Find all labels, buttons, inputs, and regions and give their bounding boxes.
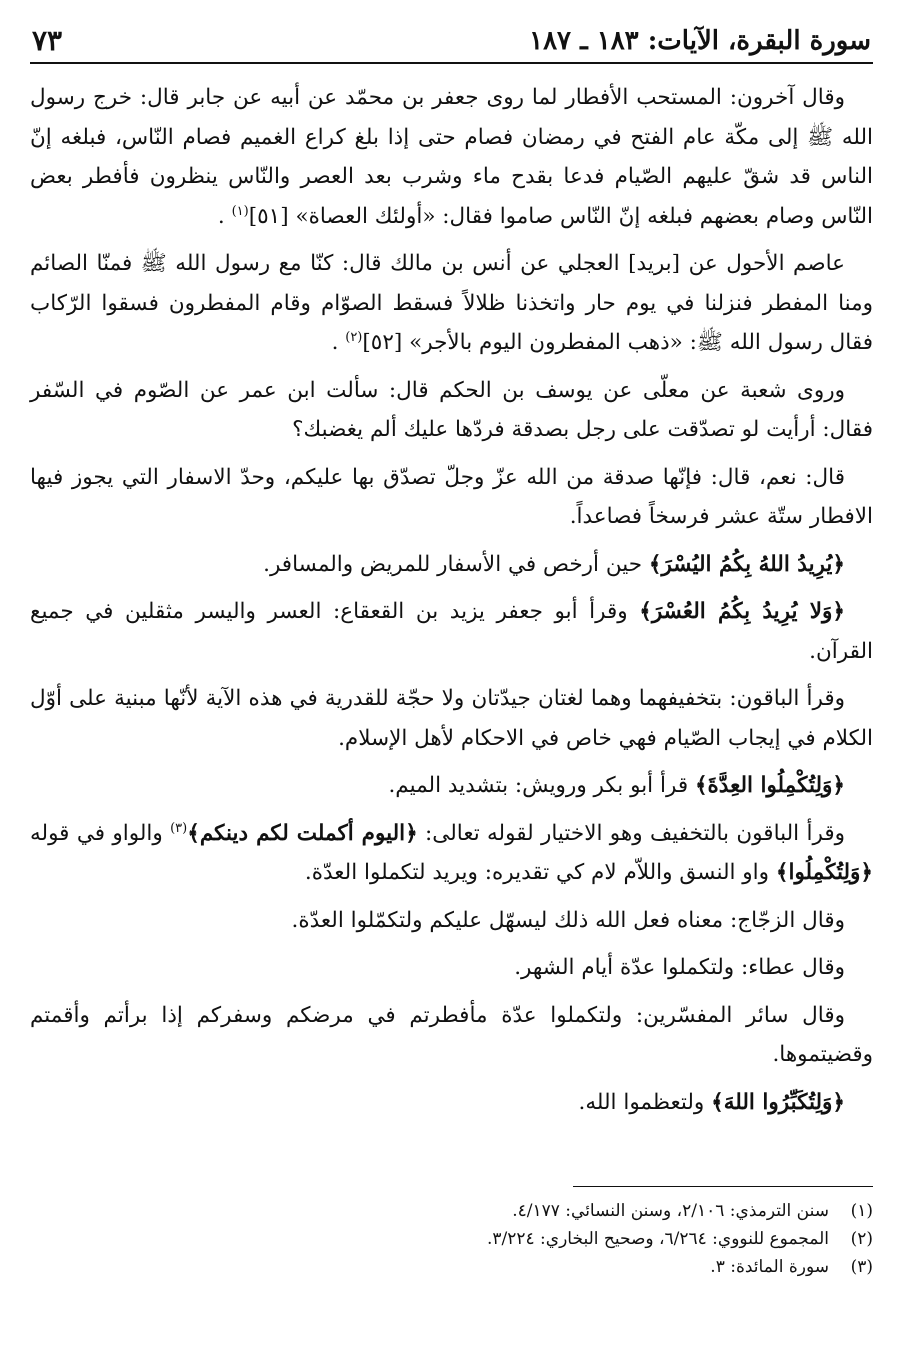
footnote-number: (٢) — [850, 1229, 873, 1249]
quran-quote: ﴿وَلا يُرِيدُ بِكُمُ العُسْرَ﴾ — [639, 599, 845, 624]
footnote-text: سنن الترمذي: ٢/١٠٦، وسنن النسائي: ٤/١٧٧. — [512, 1201, 829, 1221]
paragraph — [30, 996, 873, 1075]
paragraph — [30, 78, 873, 236]
page — [30, 14, 873, 1281]
paragraph-text: وروى شعبة عن معلّى عن يوسف بن الحكم قال: سألت ابن عمر عن الصّوم في السّفر فقال: أرأيت لو تصدّقت على رجل بصدقة فردّها عليك ألم يغضبك؟ — [30, 377, 873, 442]
running-header-title: سورة البقرة، الآيات: ١٨٣ ـ ١٨٧ — [529, 26, 871, 56]
quran-quote: ﴿اليوم أكملت لكم دينكم﴾ — [187, 820, 418, 846]
footnote-marker: (٢) — [345, 329, 363, 345]
paragraph-text: والواو في قوله — [30, 820, 171, 846]
paragraph-text: وقرأ أبو جعفر يزيد بن القعقاع: العسر واليسر مثقلين في جميع القرآن. — [30, 599, 873, 664]
footnote — [30, 1253, 873, 1281]
paragraph — [30, 901, 873, 941]
footnote-text: سورة المائدة: ٣. — [710, 1257, 829, 1277]
footnote-marker: (١) — [231, 203, 249, 219]
paragraph-text: وقرأ الباقون بالتخفيف وهو الاختيار لقوله تعالى: — [417, 820, 845, 846]
quran-verse-paragraph — [30, 1083, 873, 1123]
paragraph-text: ولتعظموا الله. — [578, 1089, 712, 1115]
footnote-number: (١) — [850, 1201, 873, 1221]
quran-verse-paragraph — [30, 766, 873, 806]
quran-quote: ﴿وَلِتُكْمِلُوا﴾ — [775, 860, 873, 885]
paragraph — [30, 458, 873, 537]
paragraph — [30, 371, 873, 450]
paragraph-text: . — [217, 203, 232, 229]
paragraph-text: وقال عطاء: ولتكملوا عدّة أيام الشهر. — [514, 955, 845, 980]
paragraph-text: وقال سائر المفسّرين: ولتكملوا عدّة مأفطرتم في مرضكم وسفركم إذا برأتم وأقمتم وقضيتموها. — [30, 1002, 873, 1067]
body-text — [30, 78, 873, 1122]
footnote-text: المجموع للنووي: ٦/٢٦٤، وصحيح البخاري: ٣/٢٢٤. — [486, 1229, 829, 1249]
paragraph-text: قال: نعم، قال: فإنّها صدقة من الله عزّ وجلّ تصدّق بها عليكم، وحدّ الاسفار التي يجوز فيها الافطار ستّة عشر فرسخاً فصاعداً. — [30, 464, 873, 529]
quran-quote: ﴿يُرِيدُ اللهُ بِكُمُ اليُسْرَ﴾ — [648, 551, 845, 577]
footnote-marker: (٣) — [170, 820, 188, 836]
quran-verse-paragraph — [30, 592, 873, 671]
paragraph-text: حين أرخص في الأسفار للمريض والمسافر. — [263, 551, 649, 577]
footnote — [30, 1197, 873, 1225]
paragraph — [30, 244, 873, 363]
paragraph-text: وقرأ الباقون: بتخفيفهما وهما لغتان جيدّتان ولا حجّة للقدرية في هذه الآية لأنّها مبنية على أوّل الكلام في إيجاب الصّيام فهي خاص في الاحكام لأهل الإسلام. — [30, 686, 873, 751]
paragraph-text: وقال الزجّاج: معناه فعل الله ذلك ليسهّل عليكم ولتكمّلوا العدّة. — [291, 907, 845, 933]
footnote — [30, 1225, 873, 1253]
quran-verse-paragraph — [30, 545, 873, 585]
page-number: ٧٣ — [32, 24, 63, 57]
paragraph-text: عاصم الأحول عن [بريد] العجلي عن أنس بن مالك قال: كنّا مع رسول الله ﷺ فمنّا الصائم ومنا المفطر فنزلنا في يوم حار واتخذنا ظلالاً فسقط الصوّام وقام المفطرون فسقوا الرّكاب فقال رسول الله ﷺ: «ذهب المفطرون اليوم بالأجر» [٥٢] — [30, 251, 874, 355]
paragraph-text: واو النسق واللاّم لام كي تقديره: ويريد لتكملوا العدّة. — [304, 860, 776, 885]
paragraph — [30, 948, 873, 988]
paragraph-text: وقال آخرون: المستحب الأفطار لما روى جعفر بن محمّد عن أبيه عن جابر قال: خرج رسول الله ﷺ إلى مكّة عام الفتح في رمضان فصام حتى إذا بلغ كراع الغميم فصام النّاس، فبلغه إنّ الناس قد شقّ عليهم الصّيام فدعا بقدح ماء وشرب بعد العصر والنّاس ينظرون فأفطر بعض النّاس وصام بعضهم فبلغه إنّ النّاس صاموا فقال: «أولئك العصاة» [٥١] — [30, 85, 873, 229]
footnote-separator — [573, 1186, 873, 1187]
quran-quote: ﴿وَلِتُكَبِّرُوا اللهَ﴾ — [711, 1089, 845, 1115]
quran-quote: ﴿وَلِتُكْمِلُوا العِدَّةَ﴾ — [694, 773, 845, 798]
footnotes — [30, 1197, 873, 1281]
footnote-number: (٣) — [850, 1257, 873, 1277]
paragraph-text: قرأ أبو بكر ورويش: بتشديد الميم. — [388, 773, 695, 798]
paragraph — [30, 679, 873, 758]
page-header — [30, 14, 873, 64]
paragraph-text: . — [331, 330, 346, 355]
paragraph — [30, 814, 873, 893]
